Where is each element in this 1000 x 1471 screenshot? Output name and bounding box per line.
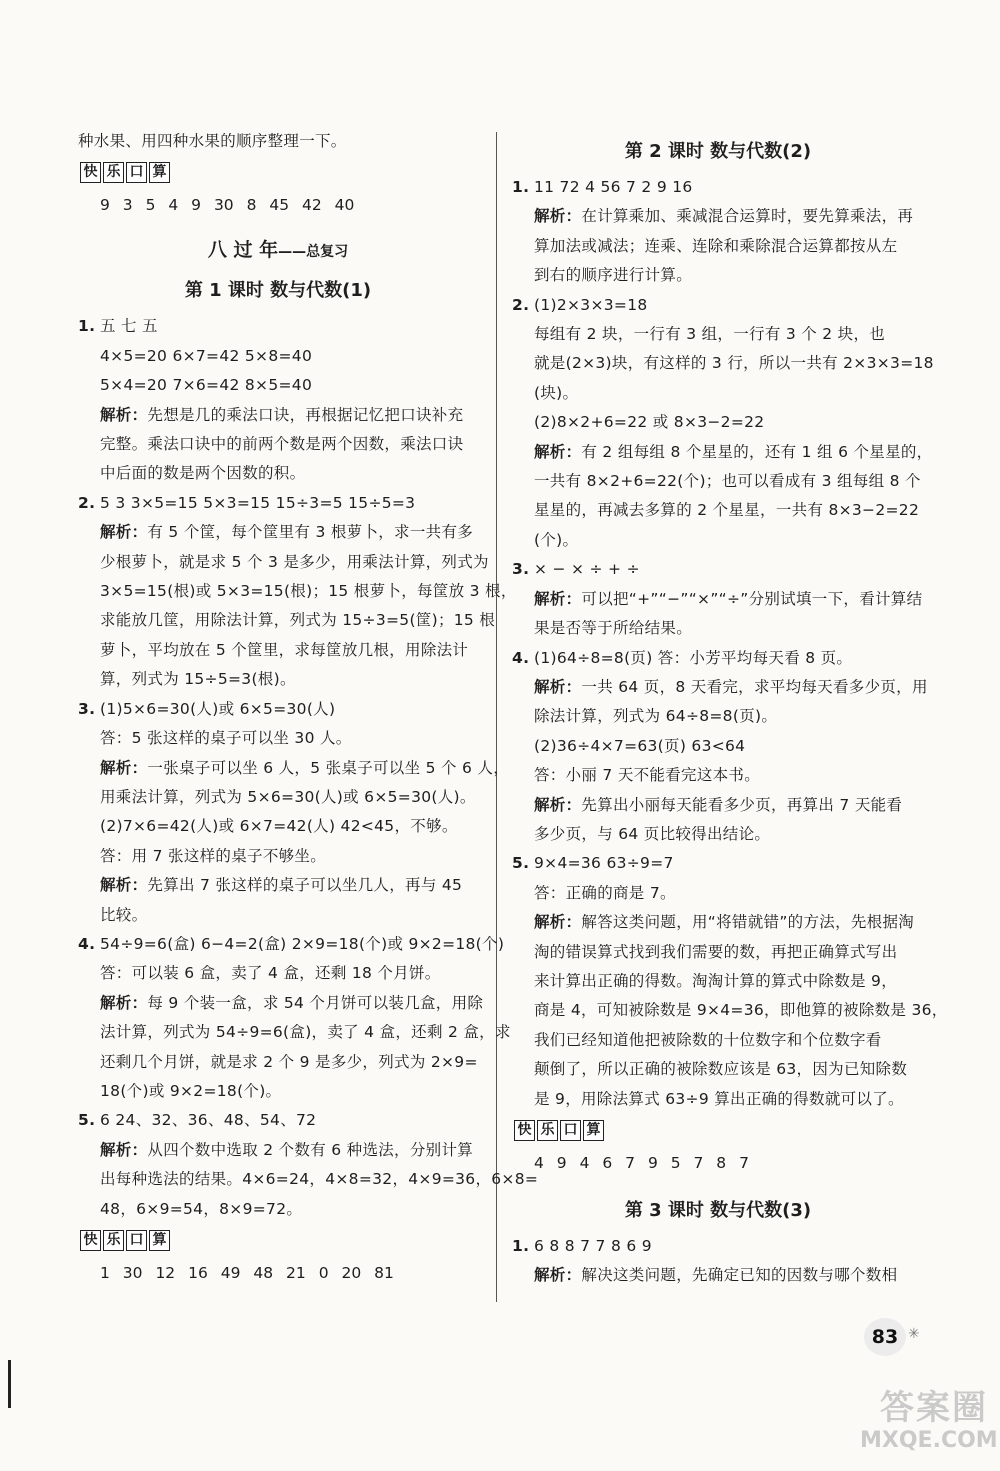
analysis-line: 解析：有 2 组每组 8 个星星的，还有 1 组 6 个星星的， — [534, 442, 933, 461]
kuaile-kousuan-badge: 快 乐 口 算 — [80, 1230, 478, 1251]
analysis-line: 每组有 2 块，一行有 3 组，一行有 3 个 2 块，也 — [534, 325, 886, 344]
star-icon: ✳ — [908, 1326, 920, 1342]
answer-line: 2. 5 3 3×5=15 5×3=15 15÷3=5 15÷5=3 — [78, 493, 416, 512]
analysis-line: 3×5=15(根)或 5×3=15(根)；15 根萝卜，每筐放 3 根， — [100, 582, 517, 601]
analysis-line: (块)。 — [534, 383, 579, 402]
analysis-line: 到右的顺序进行计算。 — [534, 266, 693, 285]
right-column — [512, 125, 948, 1291]
watermark-logo: 答案圈 — [880, 1388, 988, 1428]
analysis-line: 解析：解决这类问题，先确定已知的因数与哪个数相 — [534, 1266, 898, 1285]
answer-line: 答：小丽 7 天不能看完这本书。 — [534, 766, 761, 785]
analysis-line: 完整。乘法口诀中的前两个数是两个因数，乘法口诀 — [100, 435, 464, 454]
analysis-line: 求能放几筐，用除法计算，列式为 15÷3=5(筐)；15 根 — [100, 611, 496, 630]
analysis-line: 解析：先想是几的乘法口诀，再根据记忆把口诀补充 — [100, 405, 464, 424]
answer-line: 5×4=20 7×6=42 8×5=40 — [100, 376, 313, 395]
analysis-line: 少根萝卜，就是求 5 个 3 是多少，用乘法计算，列式为 — [100, 552, 489, 571]
analysis-line: 解析：每 9 个装一盒，求 54 个月饼可以装几盒，用除 — [100, 993, 484, 1012]
kuaile-kousuan-badge: 快 乐 口 算 — [80, 162, 478, 183]
answer-line: 答：用 7 张这样的桌子不够坐。 — [100, 846, 327, 865]
answer-line: 1. 11 72 4 56 7 2 9 16 — [512, 178, 693, 196]
answer-line: (2)36÷4×7=63(页) 63<64 — [534, 736, 746, 755]
kuaile-answers: 9 3 5 4 9 30 8 45 42 40 — [100, 196, 355, 215]
analysis-line: 商是 4，可知被除数是 9×4=36，即他算的被除数是 36， — [534, 1001, 948, 1020]
analysis-line: 还剩几个月饼，就是求 2 个 9 是多少，列式为 2×9= — [100, 1052, 478, 1071]
answer-line: 3. × − × ÷ + ÷ — [512, 560, 640, 579]
analysis-line: 用乘法计算，列式为 5×6=30(人)或 6×5=30(人)。 — [100, 787, 476, 806]
answer-line: 答：5 张这样的桌子可以坐 30 人。 — [100, 729, 352, 748]
answer-line: 1. 6 8 8 7 7 8 6 9 — [512, 1237, 652, 1255]
answer-line: 4. 54÷9=6(盒) 6−4=2(盒) 2×9=18(个)或 9×2=18(个) — [78, 934, 505, 953]
answer-line: 5. 6 24、32、36、48、54、72 — [78, 1111, 317, 1130]
analysis-line: 果是否等于所给结果。 — [534, 619, 693, 638]
analysis-line: (个)。 — [534, 530, 579, 549]
page-number: 83 — [864, 1318, 906, 1356]
kuaile-answers: 1 30 12 16 49 48 21 0 20 81 — [100, 1264, 394, 1282]
lesson-title: 第 1 课时 数与代数(1) — [184, 280, 372, 302]
analysis-line: 一共有 8×2+6=22(个)；也可以看成有 3 组每组 8 个 — [534, 472, 921, 491]
answer-line: 1. 五 七 五 — [78, 317, 158, 336]
answer-line: 5. 9×4=36 63÷9=7 — [512, 854, 674, 873]
analysis-line: 淘的错误算式找到我们需要的数，再把正确算式写出 — [534, 942, 898, 961]
analysis-line: 解析：先算出 7 张这样的桌子可以坐几人，再与 45 — [100, 876, 463, 895]
analysis-line: 解析：先算出小丽每天能看多少页，再算出 7 天能看 — [534, 795, 903, 814]
answer-line: 2. (1)2×3×3=18 — [512, 295, 648, 314]
analysis-line: 解析：解答这类问题，用“将错就错”的方法，先根据淘 — [534, 913, 915, 932]
analysis-line: 比较。 — [100, 905, 148, 924]
analysis-line: 算加法或减法；连乘、连除和乘除混合运算都按从左 — [534, 236, 898, 255]
answer-line: (2)7×6=42(人)或 6×7=42(人) 42<45，不够。 — [100, 817, 458, 836]
analysis-line: 就是(2×3)块，有这样的 3 行，所以一共有 2×3×3=18 — [534, 354, 934, 373]
answer-line: (2)8×2+6=22 或 8×3−2=22 — [534, 413, 765, 432]
analysis-line: 除法计算，列式为 64÷8=8(页)。 — [534, 707, 778, 726]
kuaile-kousuan-badge: 快 乐 口 算 — [514, 1120, 924, 1141]
analysis-line: 多少页，与 64 页比较得出结论。 — [534, 824, 771, 843]
analysis-line: 解析：从四个数中选取 2 个数有 6 种选法，分别计算 — [100, 1140, 474, 1159]
analysis-line: 算，列式为 15÷5=3(根)。 — [100, 670, 296, 689]
answer-line: 答：正确的商是 7。 — [534, 883, 676, 902]
analysis-line: 星星的，再减去多算的 2 个星星，一共有 8×3−2=22 — [534, 501, 920, 520]
analysis-line: 48，6×9=54，8×9=72。 — [100, 1199, 303, 1218]
lesson-title: 第 3 课时 数与代数(3) — [624, 1200, 812, 1221]
answer-line: 答：可以装 6 盒，卖了 4 盒，还剩 18 个月饼。 — [100, 964, 441, 983]
watermark-url: MXQE.COM — [860, 1428, 998, 1453]
analysis-line: 颠倒了，所以正确的被除数应该是 63，因为已知除数 — [534, 1060, 908, 1079]
answer-line: 4×5=20 6×7=42 5×8=40 — [100, 346, 313, 365]
kuaile-answers: 4 9 4 6 7 9 5 7 8 7 — [534, 1154, 749, 1172]
analysis-line: 是 9，用除法算式 63÷9 算出正确的得数就可以了。 — [534, 1089, 904, 1108]
analysis-line: 我们已经知道他把被除数的十位数字和个位数字看 — [534, 1030, 882, 1049]
analysis-line: 解析：一共 64 页，8 天看完，求平均每天看多少页，用 — [534, 677, 928, 696]
analysis-line: 法计算，列式为 54÷9=6(盒)，卖了 4 盒，还剩 2 盒，求 — [100, 1023, 511, 1042]
analysis-line: 解析：一张桌子可以坐 6 人，5 张桌子可以坐 5 个 6 人， — [100, 758, 510, 777]
answer-line: 3. (1)5×6=30(人)或 6×5=30(人) — [78, 699, 336, 718]
analysis-line: 解析：可以把“+”“−”“×”“÷”分别试填一下，看计算结 — [534, 589, 923, 608]
analysis-line: 萝卜，平均放在 5 个筐里，求每筐放几根，用除法计 — [100, 640, 469, 659]
section-title: 八 过 年——总复习 — [207, 239, 349, 262]
scan-mark — [8, 1360, 11, 1408]
analysis-line: 18(个)或 9×2=18(个)。 — [100, 1081, 282, 1100]
analysis-line: 中后面的数是两个因数的积。 — [100, 464, 306, 483]
analysis-line: 来计算出正确的得数。淘淘计算的算式中除数是 9， — [534, 971, 897, 990]
left-column — [78, 125, 539, 1288]
analysis-line: 解析：在计算乘加、乘减混合运算时，要先算乘法，再 — [534, 207, 914, 226]
analysis-line: 出每种选法的结果。4×6=24，4×8=32，4×9=36，6×8= — [100, 1170, 539, 1189]
column-divider — [496, 132, 497, 1302]
analysis-line: 解析：有 5 个筐，每个筐里有 3 根萝卜，求一共有多 — [100, 523, 474, 542]
intro-text: 种水果、用四种水果的顺序整理一下。 — [78, 132, 347, 150]
answer-line: 4. (1)64÷8=8(页) 答：小芳平均每天看 8 页。 — [512, 648, 853, 667]
lesson-title: 第 2 课时 数与代数(2) — [624, 141, 812, 162]
